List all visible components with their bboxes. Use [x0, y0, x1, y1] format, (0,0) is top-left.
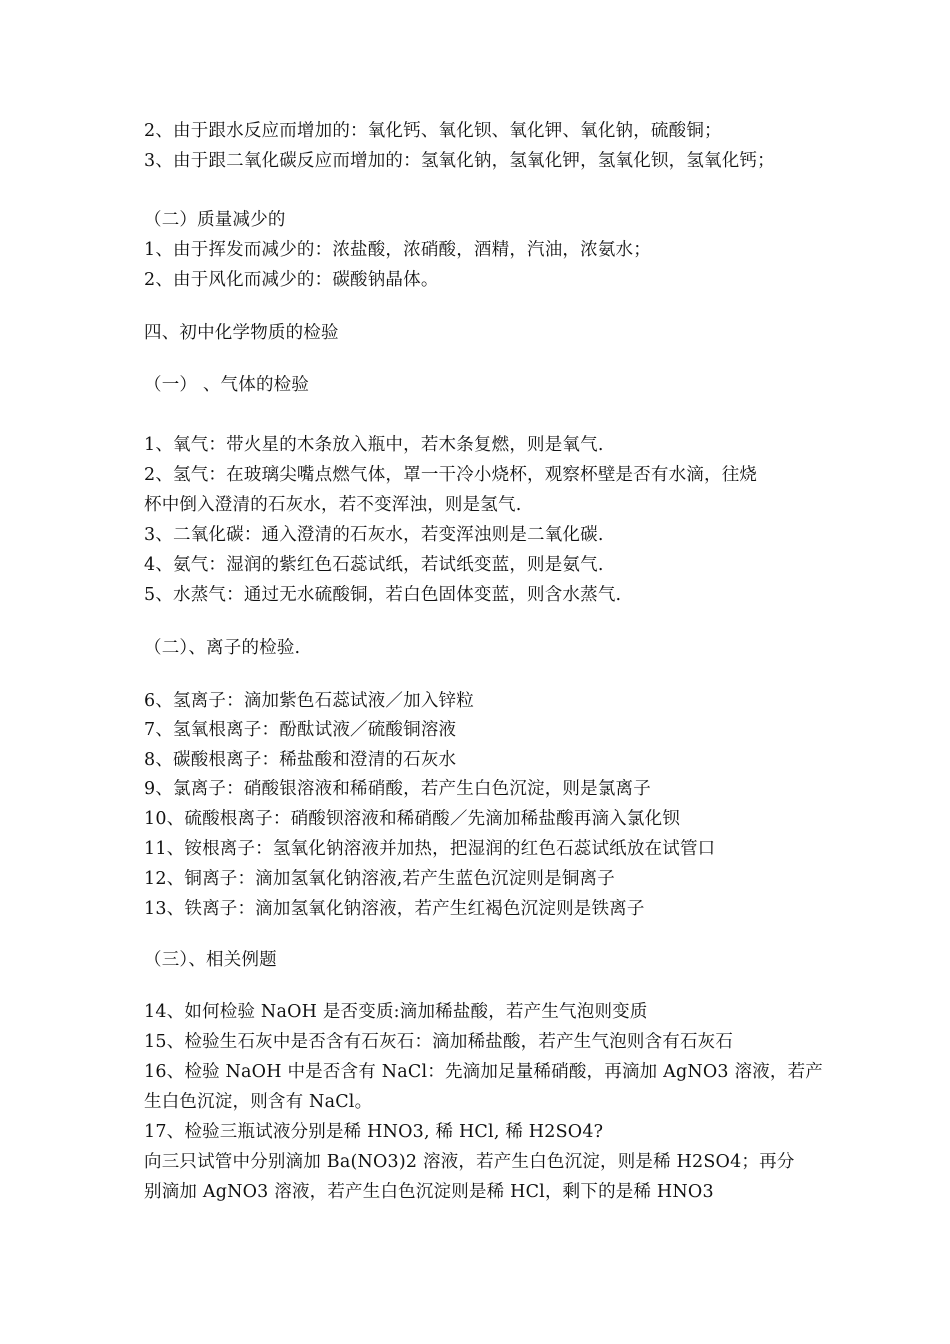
text-line-13: 8、碳酸根离子：稀盐酸和澄清的石灰水	[144, 750, 457, 770]
text-line-23: 17、检验三瓶试液分别是稀 HNO3, 稀 HCl, 稀 H2SO4?	[144, 1122, 604, 1142]
section-heading-inspection: 四、初中化学物质的检验	[144, 323, 339, 343]
text-line-18: 13、铁离子：滴加氢氧化钠溶液，若产生红褐色沉淀则是铁离子	[144, 899, 645, 919]
text-line-16: 11、铵根离子：氢氧化钠溶液并加热，把湿润的红色石蕊试纸放在试管口	[144, 839, 716, 859]
text-line-7: 杯中倒入澄清的石灰水，若不变浑浊，则是氢气.	[144, 495, 522, 515]
text-line-2: 3、由于跟二氧化碳反应而增加的：氢氧化钠，氢氧化钾，氢氧化钡，氢氧化钙；	[144, 151, 775, 171]
text-line-10: 5、水蒸气：通过无水硫酸铜，若白色固体变蓝，则含水蒸气.	[144, 585, 622, 605]
subsection-heading-gas: （一） 、气体的检验	[144, 375, 310, 395]
text-line-5: 1、氧气：带火星的木条放入瓶中，若木条复燃，则是氧气.	[144, 435, 604, 455]
text-line-22: 生白色沉淀，则含有 NaCl。	[144, 1092, 373, 1112]
text-line-11: 6、氢离子：滴加紫色石蕊试液／加入锌粒	[144, 691, 474, 711]
text-line-9: 4、氨气：湿润的紫红色石蕊试纸，若试纸变蓝，则是氨气.	[144, 555, 604, 575]
subsection-heading-ion: （二）、离子的检验.	[144, 638, 301, 658]
text-line-25: 别滴加 AgNO3 溶液，若产生白色沉淀则是稀 HCl，剩下的是稀 HNO3	[144, 1182, 714, 1202]
text-line-1: 2、由于跟水反应而增加的：氧化钙、氧化钡、氧化钾、氧化钠，硫酸铜；	[144, 121, 722, 141]
text-line-6: 2、氢气：在玻璃尖嘴点燃气体，罩一干冷小烧杯，观察杯壁是否有水滴，往烧	[144, 465, 758, 485]
section-heading-quality-decrease: （二）质量减少的	[144, 210, 286, 230]
text-line-12: 7、氢氧根离子：酚酞试液／硫酸铜溶液	[144, 720, 457, 740]
subsection-heading-examples: （三）、相关例题	[144, 950, 277, 970]
text-line-21: 16、检验 NaOH 中是否含有 NaCl：先滴加足量稀硝酸，再滴加 AgNO3 溶液，若产	[144, 1062, 824, 1082]
text-line-20: 15、检验生石灰中是否含有石灰石：滴加稀盐酸，若产生气泡则含有石灰石	[144, 1032, 734, 1052]
text-line-19: 14、如何检验 NaOH 是否变质:滴加稀盐酸，若产生气泡则变质	[144, 1002, 648, 1022]
text-line-8: 3、二氧化碳：通入澄清的石灰水，若变浑浊则是二氧化碳.	[144, 525, 604, 545]
text-line-3: 1、由于挥发而减少的：浓盐酸，浓硝酸，酒精，汽油，浓氨水；	[144, 240, 651, 260]
text-line-15: 10、硫酸根离子：硝酸钡溶液和稀硝酸／先滴加稀盐酸再滴入氯化钡	[144, 809, 680, 829]
text-line-14: 9、氯离子：硝酸银溶液和稀硝酸，若产生白色沉淀，则是氯离子	[144, 779, 651, 799]
text-line-24: 向三只试管中分别滴加 Ba(NO3)2 溶液，若产生白色沉淀，则是稀 H2SO4；再分	[144, 1152, 795, 1172]
text-line-17: 12、铜离子：滴加氢氧化钠溶液,若产生蓝色沉淀则是铜离子	[144, 869, 615, 889]
text-line-4: 2、由于风化而减少的：碳酸钠晶体。	[144, 270, 439, 290]
